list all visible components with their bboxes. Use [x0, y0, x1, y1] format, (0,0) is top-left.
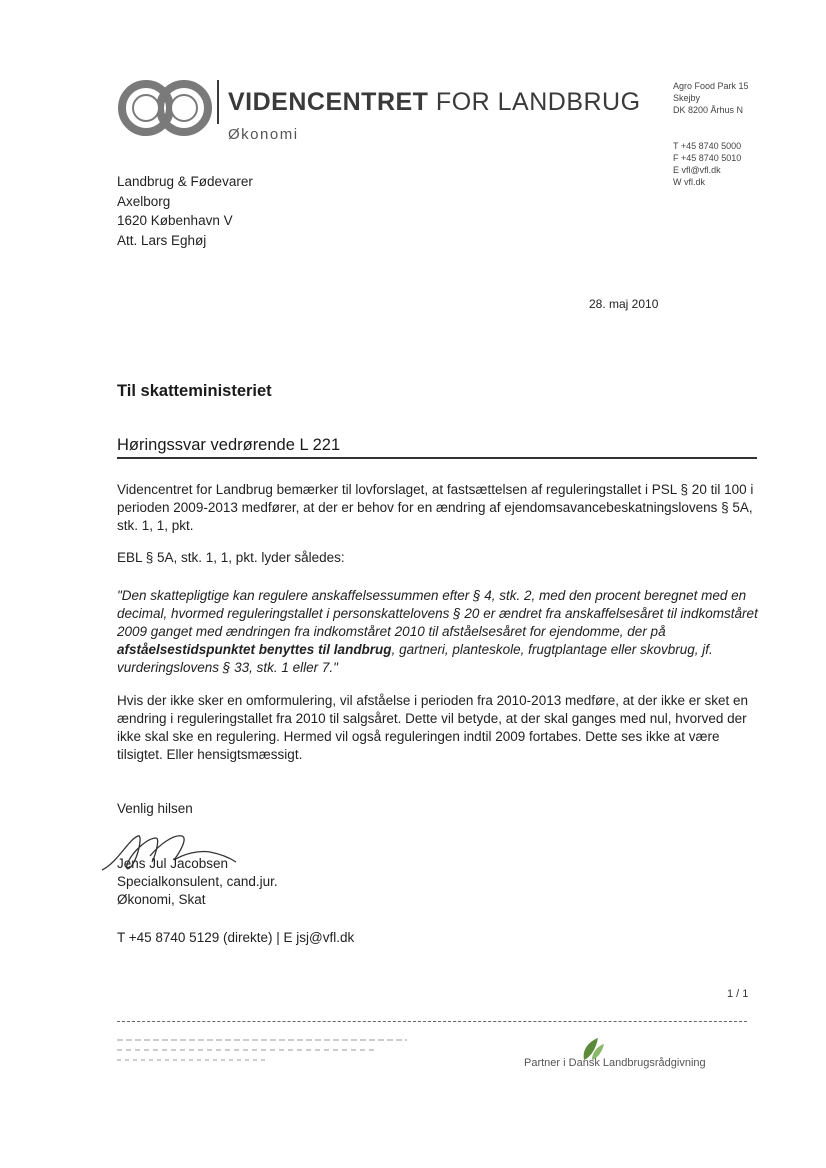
address-line: Agro Food Park 15 [673, 81, 749, 91]
contact-phone: T +45 8740 5000 [673, 141, 742, 151]
subject-underline [117, 457, 757, 459]
recipient-line: Landbrug & Fødevarer [117, 174, 253, 189]
body-paragraph: Videncentret for Landbrug bemærker til lovforslaget, at fastsættelsen af reguleringstallet i PSL § 20 til 100 i perioden 2009-2013 medfører, at der er behov for en ændring af ejendomsavancebeskatningslovens § 5A, stk. 1, 1, pkt. [117, 482, 754, 533]
footer-fine-print [117, 1037, 417, 1067]
logo-divider [217, 80, 219, 124]
body-paragraph: Hvis der ikke sker en omformulering, vil afståelse i perioden fra 2010-2013 medføre, at der ikke er sket en ændring i reguleringstallet fra 2010 til salgsåret. Dette vil betyde, at der skal ganges med nul, hvorved der ikke skal ske en regulering. Hermed vil også reguleringen indtil 2009 fortabes. Dette ses ikke at være tilsigtet. Eller hensigtsmæssigt. [117, 693, 749, 762]
recipient-line: Axelborg [117, 193, 171, 209]
contact-web: W vfl.dk [673, 177, 706, 187]
letter-subject: Høringssvar vedrørende L 221 [117, 436, 341, 454]
organization-logo [118, 80, 214, 136]
recipient-address [117, 172, 253, 250]
sender-contact [673, 140, 741, 188]
address-line: Skejby [673, 93, 701, 103]
signer-contact: T +45 8740 5129 (direkte) | E jsj@vfl.dk [117, 930, 355, 945]
page-number: 1 / 1 [727, 988, 749, 1000]
recipient-line: Att. Lars Eghøj [117, 232, 207, 248]
department-name: Økonomi [228, 126, 299, 143]
signer-department: Økonomi, Skat [117, 892, 206, 907]
contact-email: E vfl@vfl.dk [673, 165, 721, 175]
footer-divider [117, 1021, 747, 1023]
law-quote: "Den skattepligtige kan regulere anskaffelsessummen efter § 4, stk. 2, med den procent beregnet med en decimal, hvormed reguleringstallet i personskattelovens § 20 er ændret fra anskaffelsesåret til indkomståret 2009 ganget med ændringen fra indkomståret 2010 til afståelsesåret for ejendomme, der på afståelsestidspunktet benyttes til landbrug, gartneri, planteskole, frugtplantage eller skovbrug, jf. vurderingslovens § 33, stk. 1 eller 7." [117, 588, 758, 675]
signer-block [117, 855, 278, 909]
signer-title: Specialkonsulent, cand.jur. [117, 874, 278, 889]
recipient-line: 1620 København V [117, 213, 233, 228]
contact-fax: F +45 8740 5010 [673, 153, 742, 163]
sender-address [673, 80, 749, 116]
closing-salutation: Venlig hilsen [117, 801, 193, 816]
body-paragraph: EBL § 5A, stk. 1, 1, pkt. lyder således: [117, 550, 345, 565]
organization-name: VIDENCENTRET FOR LANDBRUG [228, 88, 641, 116]
letter-heading: Til skatteministeriet [117, 382, 272, 400]
letter-date: 28. maj 2010 [589, 297, 659, 311]
partner-footer: Partner i Dansk Landbrugsrådgivning [524, 1057, 706, 1069]
address-line: DK 8200 Århus N [673, 105, 744, 115]
signer-name: Jens Jul Jacobsen [117, 856, 229, 871]
